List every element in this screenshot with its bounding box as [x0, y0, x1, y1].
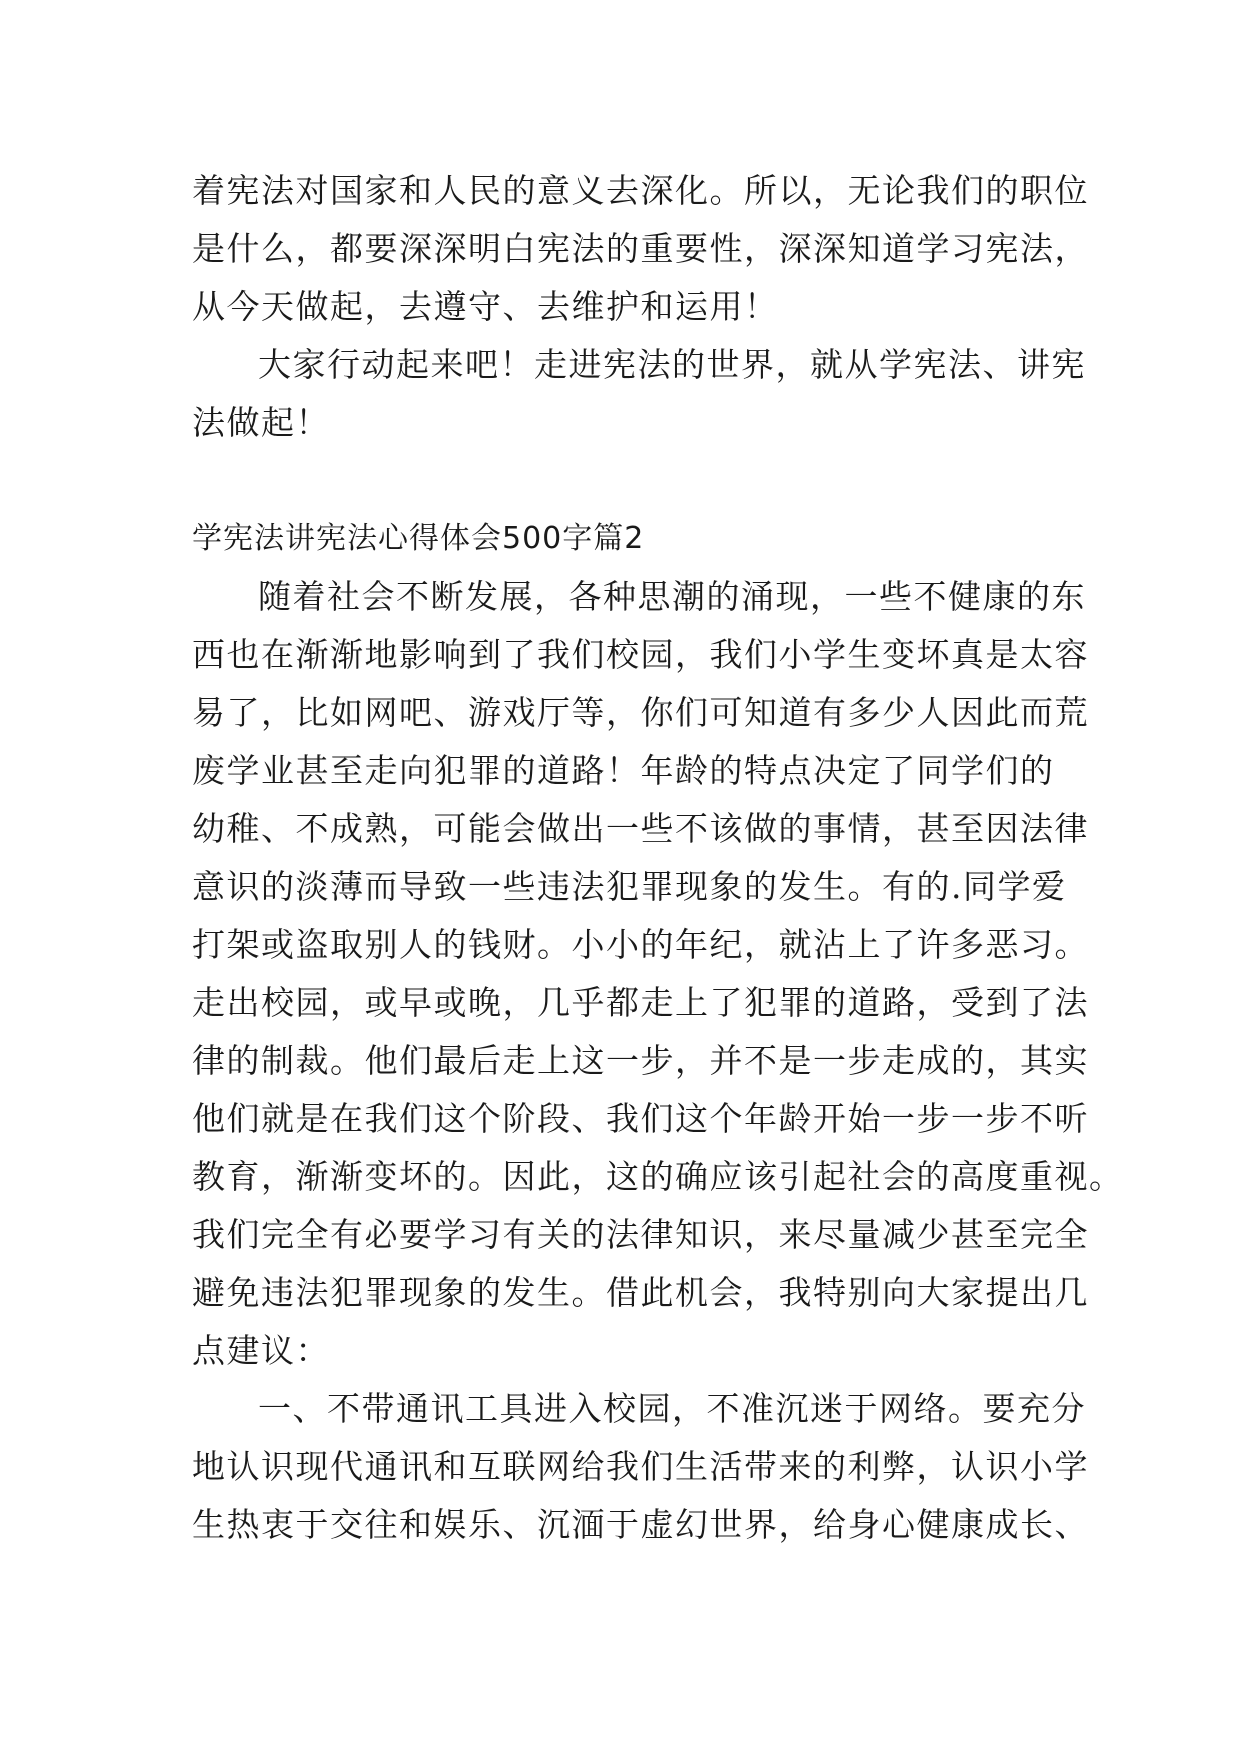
text-line: 他们就是在我们这个阶段、我们这个年龄开始一步一步不听	[192, 1099, 1089, 1138]
text-line: 打架或盗取别人的钱财。小小的年纪，就沾上了许多恶习。	[192, 925, 1089, 964]
text-line: 地认识现代通讯和互联网给我们生活带来的利弊，认识小学	[192, 1447, 1089, 1486]
text-line: 律的制裁。他们最后走上这一步，并不是一步走成的，其实	[192, 1041, 1089, 1080]
text-line: 点建议：	[192, 1331, 330, 1370]
text-line: 着宪法对国家和人民的意义去深化。所以，无论我们的职位	[192, 171, 1089, 210]
text-line: 易了，比如网吧、游戏厅等，你们可知道有多少人因此而荒	[192, 693, 1089, 732]
text-line: 意识的淡薄而导致一些违法犯罪现象的发生。有的.同学爱	[192, 867, 1067, 906]
text-line: 随着社会不断发展，各种思潮的涌现，一些不健康的东	[258, 577, 1086, 616]
section-spacer	[192, 452, 1052, 510]
text-line: 生热衷于交往和娱乐、沉湎于虚幻世界，给身心健康成长、	[192, 1505, 1089, 1544]
text-line: 西也在渐渐地影响到了我们校园，我们小学生变坏真是太容	[192, 635, 1089, 674]
text-line: 废学业甚至走向犯罪的道路！年龄的特点决定了同学们的	[192, 751, 1055, 790]
text-line: 我们完全有必要学习有关的法律知识，来尽量减少甚至完全	[192, 1215, 1089, 1254]
text-line: 是什么，都要深深明白宪法的重要性，深深知道学习宪法，	[192, 229, 1089, 268]
document-body	[192, 162, 1124, 1554]
text-line: 幼稚、不成熟，可能会做出一些不该做的事情，甚至因法律	[192, 809, 1089, 848]
text-line: 避免违法犯罪现象的发生。借此机会，我特别向大家提出几	[192, 1273, 1089, 1312]
text-line: 一、不带通讯工具进入校园，不准沉迷于网络。要充分	[258, 1389, 1086, 1428]
text-line: 法做起！	[192, 403, 330, 442]
text-line: 走出校园，或早或晚，几乎都走上了犯罪的道路，受到了法	[192, 983, 1089, 1022]
text-line: 教育，渐渐变坏的。因此，这的确应该引起社会的高度重视。	[192, 1157, 1124, 1196]
section-heading: 学宪法讲宪法心得体会500字篇2	[192, 521, 645, 556]
text-line: 大家行动起来吧！走进宪法的世界，就从学宪法、讲宪	[258, 345, 1086, 384]
text-line: 从今天做起，去遵守、去维护和运用！	[192, 287, 779, 326]
